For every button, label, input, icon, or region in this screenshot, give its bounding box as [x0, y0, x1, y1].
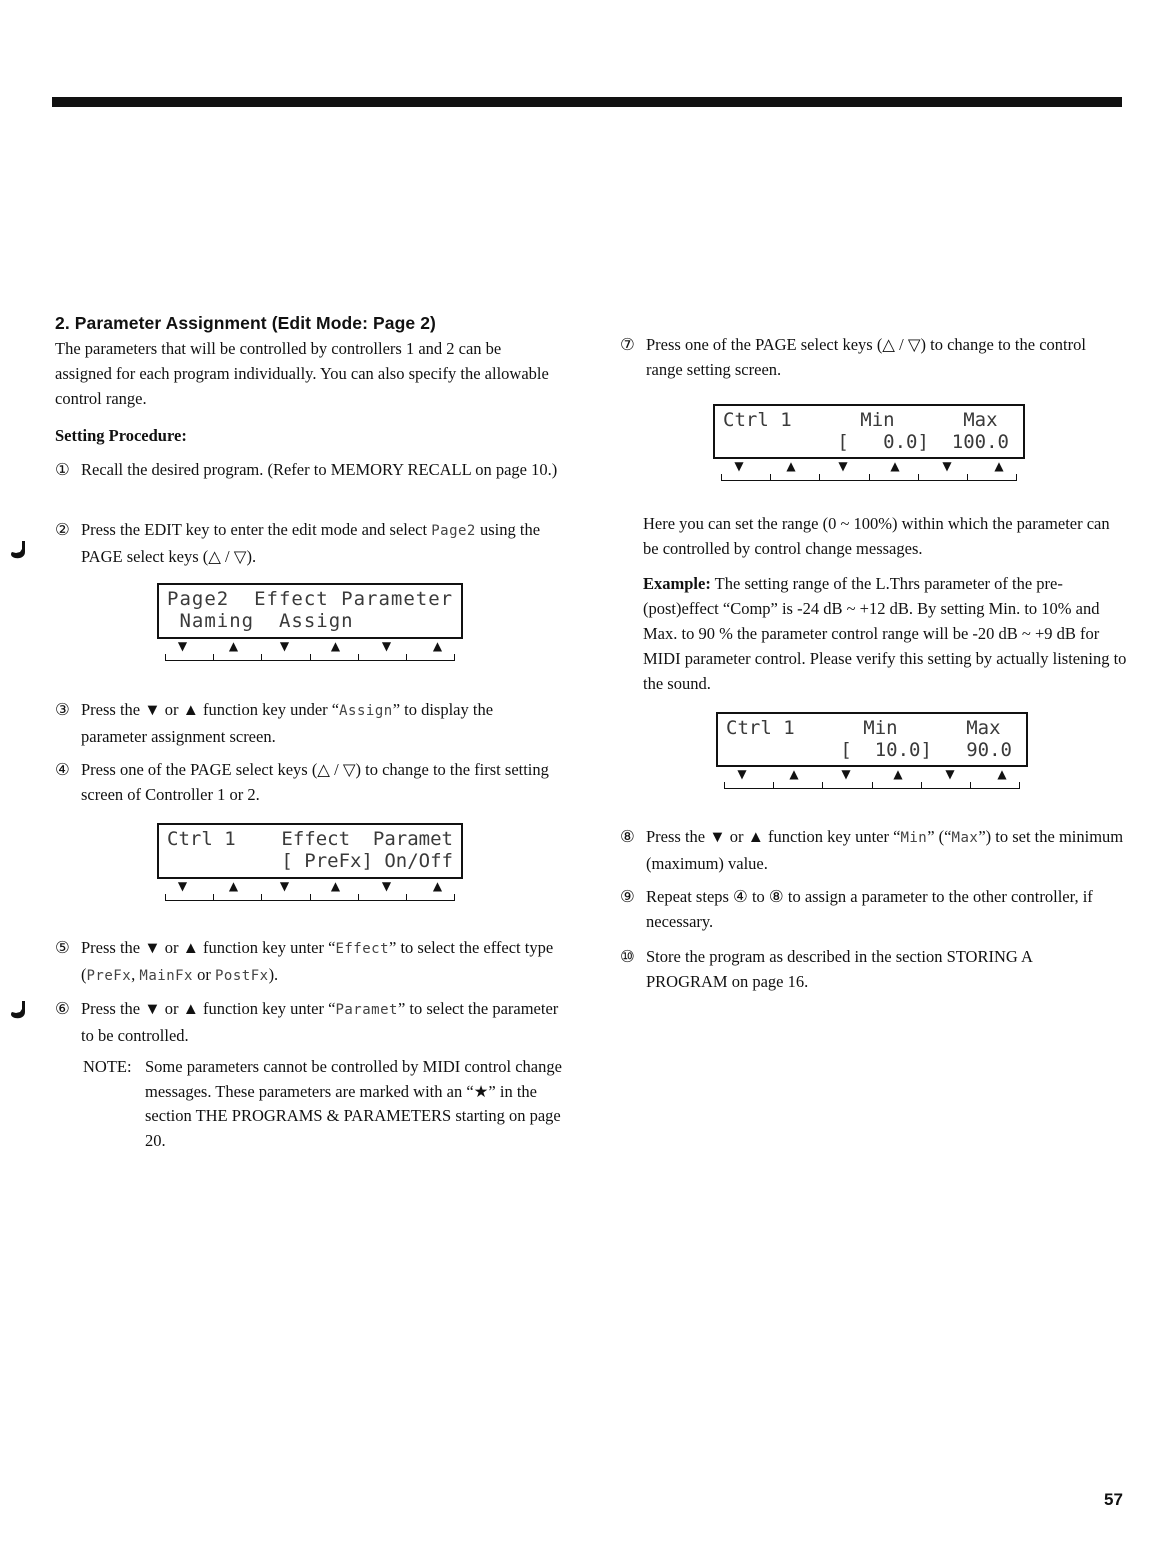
fkey-down-icon: ▼ — [737, 767, 747, 781]
step-text: Repeat steps ④ to ⑧ to assign a parameter to the other controller, if necessary. — [646, 887, 1093, 931]
fkey-up-icon: ▲ — [330, 639, 341, 653]
step-9 — [620, 884, 1100, 934]
fkey-up-icon: ▲ — [330, 879, 341, 893]
step-number: ② — [55, 520, 70, 539]
step-2 — [55, 517, 560, 569]
lcd-word: Paramet — [335, 1002, 398, 1018]
text-run: Press the ▼ or ▲ function key unter “ — [81, 938, 336, 957]
text-run: Press the EDIT key to enter the edit mode and select — [81, 520, 432, 539]
step-number: ③ — [55, 700, 70, 719]
fkey-down-icon: ▼ — [841, 767, 851, 781]
lcd-row-2: [ 10.0] 90.0 — [726, 739, 1012, 761]
lcd-word: MainFx — [139, 968, 193, 984]
lcd-page2-display — [157, 583, 463, 667]
lcd-row-2: Naming Assign — [167, 610, 354, 632]
page-number: 57 — [1104, 1490, 1123, 1509]
text-run: using the PAGE select keys (△ / ▽). — [81, 520, 541, 566]
step-number: ⑧ — [620, 827, 635, 846]
lcd-screen — [157, 823, 463, 879]
step-number: ④ — [55, 760, 70, 779]
lcd-word: Min — [900, 830, 928, 846]
lcd-row-2: [ 0.0] 100.0 — [723, 431, 1009, 453]
fkey-up-icon: ▲ — [432, 879, 443, 893]
range-description: Here you can set the range (0 ~ 100%) within which the parameter can be controlled by control change messages. — [643, 514, 1110, 558]
fkey-down-icon: ▼ — [177, 639, 188, 653]
fkey-down-icon: ▼ — [734, 459, 744, 473]
step-3 — [55, 697, 560, 749]
margin-hand-mark-icon — [8, 540, 30, 560]
text-run: or — [192, 965, 215, 984]
lcd-row-1: Page2 Effect Parameter — [167, 588, 454, 610]
text-run: ” (“ — [927, 827, 952, 846]
step-text — [55, 697, 560, 749]
text-run: ”) to set the minimum (maximum) value. — [646, 827, 1124, 873]
step-number: ⑨ — [620, 887, 635, 906]
fkey-up-icon: ▲ — [997, 767, 1007, 781]
lcd-screen — [713, 404, 1025, 459]
function-keys — [157, 879, 463, 907]
step-text: Recall the desired program. (Refer to MEMORY RECALL on page 10.) — [81, 460, 558, 479]
text-run: Press the ▼ or ▲ function key unter “ — [81, 999, 336, 1018]
fkey-down-icon: ▼ — [942, 459, 952, 473]
lcd-word: PostFx — [214, 968, 269, 984]
step-1 — [55, 457, 560, 482]
fkey-down-icon: ▼ — [279, 879, 290, 893]
fkey-down-icon: ▼ — [381, 639, 392, 653]
example-text: The setting range of the L.Thrs parameter of the pre-(post)effect “Comp” is -24 dB ~ +12 dB. By setting Min. to 10% and Max. to 90 % the parameter control range will be -20 dB ~ +9 dB for MIDI parameter control. Please verify this setting by actually listening to the sound. — [643, 574, 1127, 693]
step-text — [55, 935, 560, 989]
lcd-word: Assign — [339, 703, 393, 719]
fkey-up-icon: ▲ — [893, 767, 903, 781]
function-keys — [716, 767, 1028, 795]
example-label: Example: — [643, 574, 711, 593]
intro-paragraph: The parameters that will be controlled by controllers 1 and 2 can be assigned for each program individually. You can also specify the allowable control range. — [55, 339, 549, 408]
note-block — [83, 1055, 563, 1153]
fkey-down-icon: ▼ — [279, 639, 290, 653]
step-number: ① — [55, 460, 70, 479]
step-text: Store the program as described in the section STORING A PROGRAM on page 16. — [646, 947, 1033, 991]
lcd-row-1: Ctrl 1 Effect Paramet — [167, 828, 453, 850]
step-number: ⑦ — [620, 335, 635, 354]
fkey-down-icon: ▼ — [177, 879, 188, 893]
text-run: Press the ▼ or ▲ function key unter “ — [646, 827, 901, 846]
example-paragraph — [643, 571, 1128, 696]
lcd-row-2: [ PreFx] On/Off — [167, 850, 453, 872]
lcd-range-display-default — [713, 404, 1025, 487]
lcd-screen — [716, 712, 1028, 767]
lcd-screen — [157, 583, 463, 639]
fkey-up-icon: ▲ — [786, 459, 796, 473]
fkey-up-icon: ▲ — [789, 767, 799, 781]
function-keys — [713, 459, 1025, 487]
lcd-word: Page2 — [431, 523, 476, 539]
text-run: ” to display the parameter assignment screen. — [81, 700, 494, 746]
note-label: NOTE: — [83, 1057, 132, 1076]
lcd-word: Effect — [335, 941, 390, 957]
step-number: ⑤ — [55, 938, 70, 957]
lcd-row-1: Ctrl 1 Min Max — [723, 409, 998, 431]
fkey-up-icon: ▲ — [228, 639, 239, 653]
step-number: ⑩ — [620, 947, 635, 966]
lcd-word: Max — [951, 830, 979, 846]
function-keys — [157, 639, 463, 667]
text-run: ” to select the effect type ( — [81, 938, 554, 984]
text-run: ” to select the parameter to be controlled. — [81, 999, 559, 1045]
fkey-up-icon: ▲ — [994, 459, 1004, 473]
lcd-range-display-example — [716, 712, 1028, 795]
note-text: Some parameters cannot be controlled by MIDI control change messages. These parameters are marked with an “★” in the section THE PROGRAMS & PARAMETERS starting on page 20. — [145, 1057, 562, 1150]
lcd-row-1: Ctrl 1 Min Max — [726, 717, 1001, 739]
fkey-down-icon: ▼ — [381, 879, 392, 893]
step-text: Press one of the PAGE select keys (△ / ▽) to change to the control range setting screen. — [646, 335, 1086, 379]
top-rule — [52, 97, 1122, 107]
step-4 — [55, 757, 560, 807]
step-number: ⑥ — [55, 999, 70, 1018]
lcd-ctrl-effect-display — [157, 823, 463, 907]
fkey-up-icon: ▲ — [890, 459, 900, 473]
step-text — [620, 824, 1125, 876]
step-6 — [55, 996, 560, 1048]
step-8 — [620, 824, 1125, 876]
section-heading: 2. Parameter Assignment (Edit Mode: Page 2) — [55, 313, 436, 333]
step-text — [55, 517, 560, 569]
text-run: ). — [268, 965, 279, 984]
margin-hand-mark-icon — [8, 1000, 30, 1020]
step-10 — [620, 944, 1110, 994]
fkey-up-icon: ▲ — [228, 879, 239, 893]
fkey-down-icon: ▼ — [945, 767, 955, 781]
step-text: Press one of the PAGE select keys (△ / ▽) to change to the first setting screen of Controller 1 or 2. — [81, 760, 549, 804]
text-run: , — [131, 965, 140, 984]
lcd-word: PreFx — [86, 968, 132, 984]
step-7 — [620, 332, 1120, 382]
fkey-up-icon: ▲ — [432, 639, 443, 653]
setting-procedure-label: Setting Procedure: — [55, 426, 187, 445]
step-text — [55, 996, 560, 1048]
step-5 — [55, 935, 560, 989]
text-run: Press the ▼ or ▲ function key under “ — [81, 700, 340, 719]
fkey-down-icon: ▼ — [838, 459, 848, 473]
